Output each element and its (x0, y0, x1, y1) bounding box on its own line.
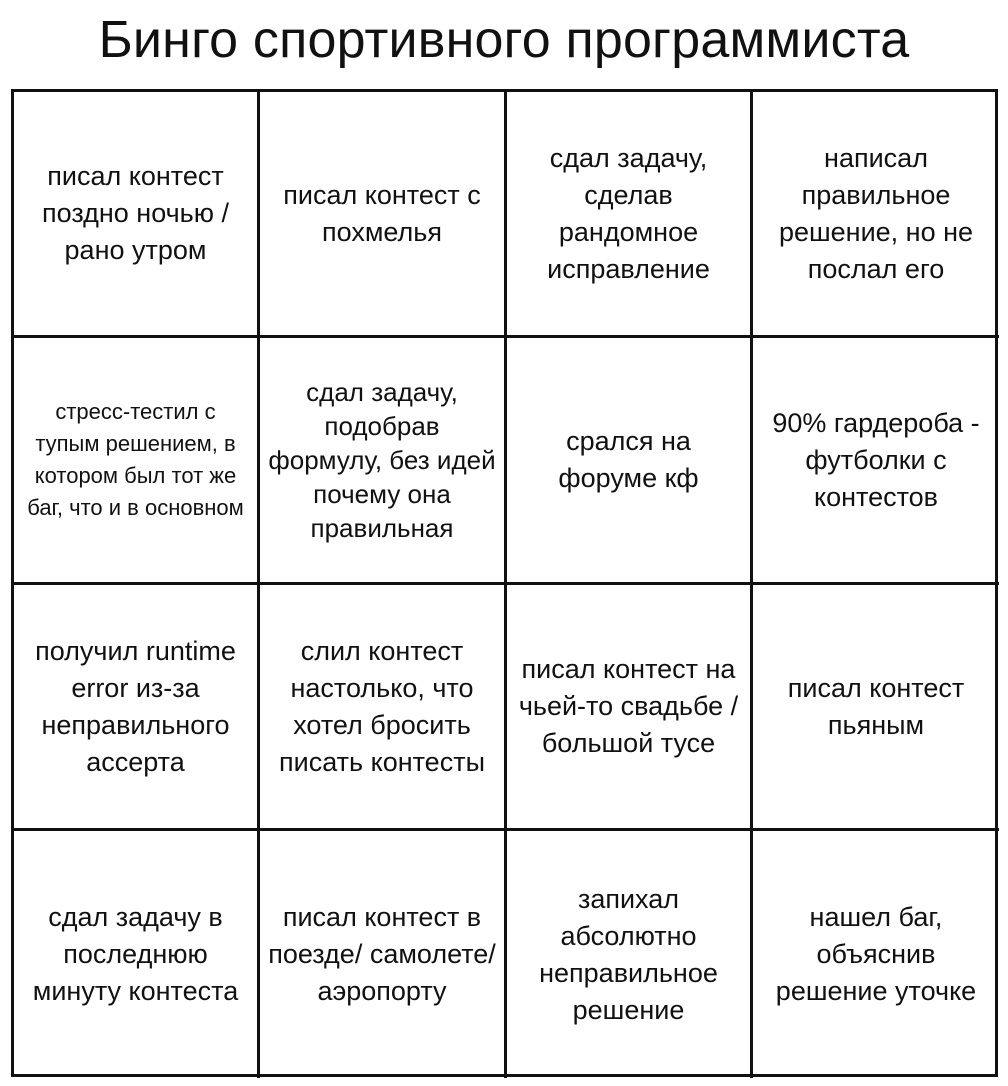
bingo-cell-r2-c2 (260, 338, 507, 585)
bingo-cell-r3-c3 (507, 585, 753, 831)
bingo-cell-text: писал контест с похмелья (283, 179, 481, 247)
page-title: Бинго спортивного программиста (98, 11, 910, 69)
bingo-cell-text: срался на форуме кф (558, 426, 699, 493)
bingo-cell-text: писал контест на чьей-то свадьбе / большой тусе (518, 654, 739, 758)
bingo-cell-r3-c2 (260, 585, 507, 831)
bingo-cell-text: сдал задачу, сделав рандомное исправление (547, 142, 710, 284)
bingo-cell-text: сдал задачу в последнюю минуту контеста (32, 902, 239, 1006)
bingo-cell-r1-c3 (507, 92, 753, 338)
bingo-cell-text: писал контест поздно ночью / рано утром (41, 161, 230, 265)
bingo-cell-r3-c1 (14, 585, 260, 831)
bingo-cell-text: написал правильное решение, но не послал его (778, 142, 974, 284)
bingo-cell-text: слил контест настолько, что хотел бросить писать контесты (279, 635, 485, 777)
bingo-cell-text: писал контест пьяным (787, 672, 965, 740)
bingo-cell-text: стресс-тестил с тупым решением, в котором был тот же баг, что и в основном (27, 399, 244, 520)
bingo-cell-text: получил runtime error из-за неправильного ассерта (35, 635, 236, 777)
bingo-cell-text: запихал абсолютно неправильное решение (539, 883, 718, 1025)
bingo-cell-text: нашел баг, объяснив решение уточке (775, 902, 977, 1006)
bingo-cell-text: 90% гардероба - футболки с контестов (772, 407, 980, 512)
bingo-board (11, 89, 998, 1077)
bingo-cell-text: сдал задачу, подобрав формулу, без идей почему она правильная (268, 377, 496, 543)
bingo-cell-r4-c3 (507, 831, 753, 1078)
bingo-cell-r2-c4 (753, 338, 999, 585)
bingo-cell-r1-c1 (14, 92, 260, 338)
bingo-cell-r4-c4 (753, 831, 999, 1078)
bingo-cell-r1-c4 (753, 92, 999, 338)
bingo-cell-text: писал контест в поезде/ самолете/ аэропорту (268, 902, 496, 1006)
bingo-cell-r3-c4 (753, 585, 999, 831)
bingo-cell-r4-c2 (260, 831, 507, 1078)
bingo-cell-r2-c3 (507, 338, 753, 585)
bingo-cell-r2-c1 (14, 338, 260, 585)
bingo-cell-r4-c1 (14, 831, 260, 1078)
bingo-cell-r1-c2 (260, 92, 507, 338)
